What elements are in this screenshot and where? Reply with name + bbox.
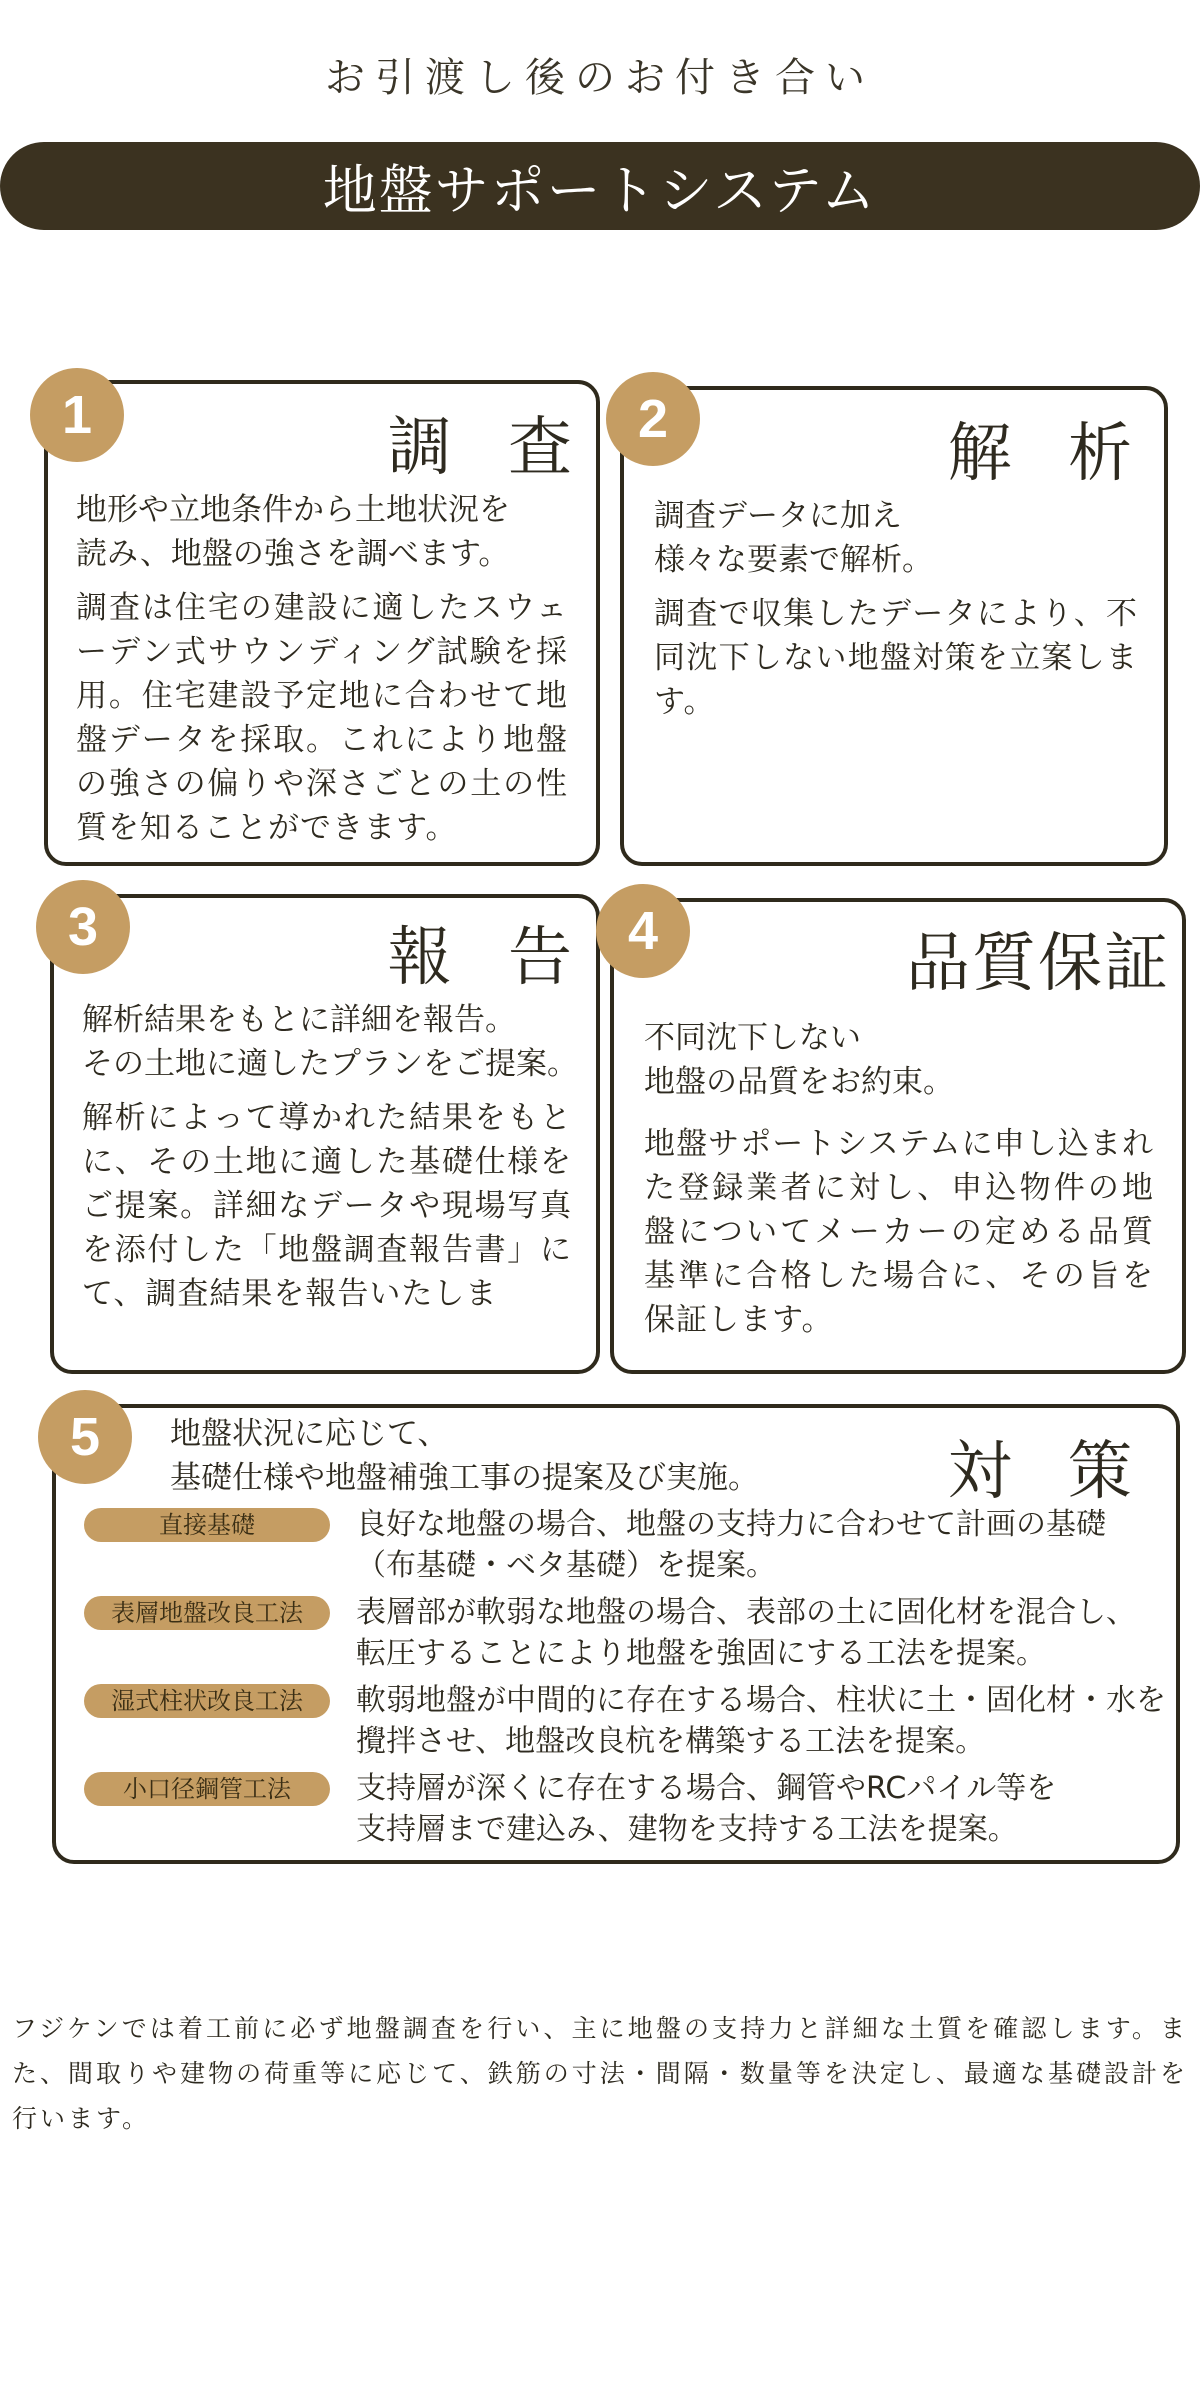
card-countermeasure-title: 対 策 <box>947 1435 1150 1509</box>
step-number-2: 2 <box>606 372 700 466</box>
method-label: 表層地盤改良工法 <box>84 1596 330 1630</box>
method-row-direct-foundation <box>84 1504 1174 1583</box>
method-label: 小口径鋼管工法 <box>84 1772 330 1806</box>
step-number-3: 3 <box>36 880 130 974</box>
method-description: 表層部が軟弱な地盤の場合、表部の土に固化材を混合し、 転圧することにより地盤を強固にする工法を提案。 <box>356 1595 1136 1671</box>
card-analysis-title: 解 析 <box>947 417 1150 491</box>
card-report-title: 報 告 <box>387 921 590 995</box>
method-label: 直接基礎 <box>84 1508 330 1542</box>
step-number-5: 5 <box>38 1390 132 1484</box>
method-row-surface-improvement <box>84 1592 1174 1671</box>
card-report-lead: 解析結果をもとに詳細を報告。 その土地に適したプランをご提案。 <box>82 1002 578 1082</box>
card-quality-guarantee-title: 品質保証 <box>906 927 1170 1001</box>
method-description: 良好な地盤の場合、地盤の支持力に合わせて計画の基礎 （布基礎・ベタ基礎）を提案。 <box>356 1507 1106 1583</box>
method-description: 支持層が深くに存在する場合、鋼管やRCパイル等を 支持層まで建込み、建物を支持する工法を提案。 <box>356 1771 1057 1847</box>
method-description: 軟弱地盤が中間的に存在する場合、柱状に土・固化材・水を 攪拌させ、地盤改良杭を構築する工法を提案。 <box>356 1683 1166 1759</box>
card-survey-lead: 地形や立地条件から土地状況を 読み、地盤の強さを調べます。 <box>76 492 510 572</box>
card-quality-guarantee-lead: 不同沈下しない 地盤の品質をお約束。 <box>644 1020 954 1100</box>
card-report-body: 解析によって導かれた結果をもとに、その土地に適した基礎仕様をご提案。詳細なデータや現場写真を添付した「地盤調査報告書」にて、調査結果を報告いたしま <box>82 1100 572 1312</box>
page-subtitle: お引渡し後のお付き合い <box>325 55 875 101</box>
card-countermeasure-lead: 地盤状況に応じて、 基礎仕様や地盤補強工事の提案及び実施。 <box>170 1416 759 1496</box>
step-number-4: 4 <box>596 884 690 978</box>
card-analysis-lead: 調査データに加え 様々な要素で解析。 <box>654 498 933 578</box>
footer-paragraph: フジケンでは着工前に必ず地盤調査を行い、主に地盤の支持力と詳細な土質を確認します。また、間取りや建物の荷重等に応じて、鉄筋の寸法・間隔・数量等を決定し、最適な基礎設計を行います。 <box>12 2014 1188 2133</box>
card-analysis-body: 調査で収集したデータにより、不同沈下しない地盤対策を立案します。 <box>654 596 1138 720</box>
method-label: 湿式柱状改良工法 <box>84 1684 330 1718</box>
method-row-column-improvement <box>84 1680 1174 1759</box>
page-title-banner: 地盤サポートシステム <box>0 142 1200 230</box>
card-survey-body: 調査は住宅の建設に適したスウェーデン式サウンディング試験を採用。住宅建設予定地に合わせて地盤データを採取。これにより地盤の強さの偏りや深さごとの土の性質を知ることができます。 <box>76 590 568 846</box>
card-quality-guarantee-body: 地盤サポートシステムに申し込まれた登録業者に対し、申込物件の地盤についてメーカーの定める品質基準に合格した場合に、その旨を保証します。 <box>644 1126 1154 1338</box>
step-number-1: 1 <box>30 368 124 462</box>
card-survey-title: 調 査 <box>387 411 590 485</box>
method-row-steel-pipe <box>84 1768 1174 1847</box>
